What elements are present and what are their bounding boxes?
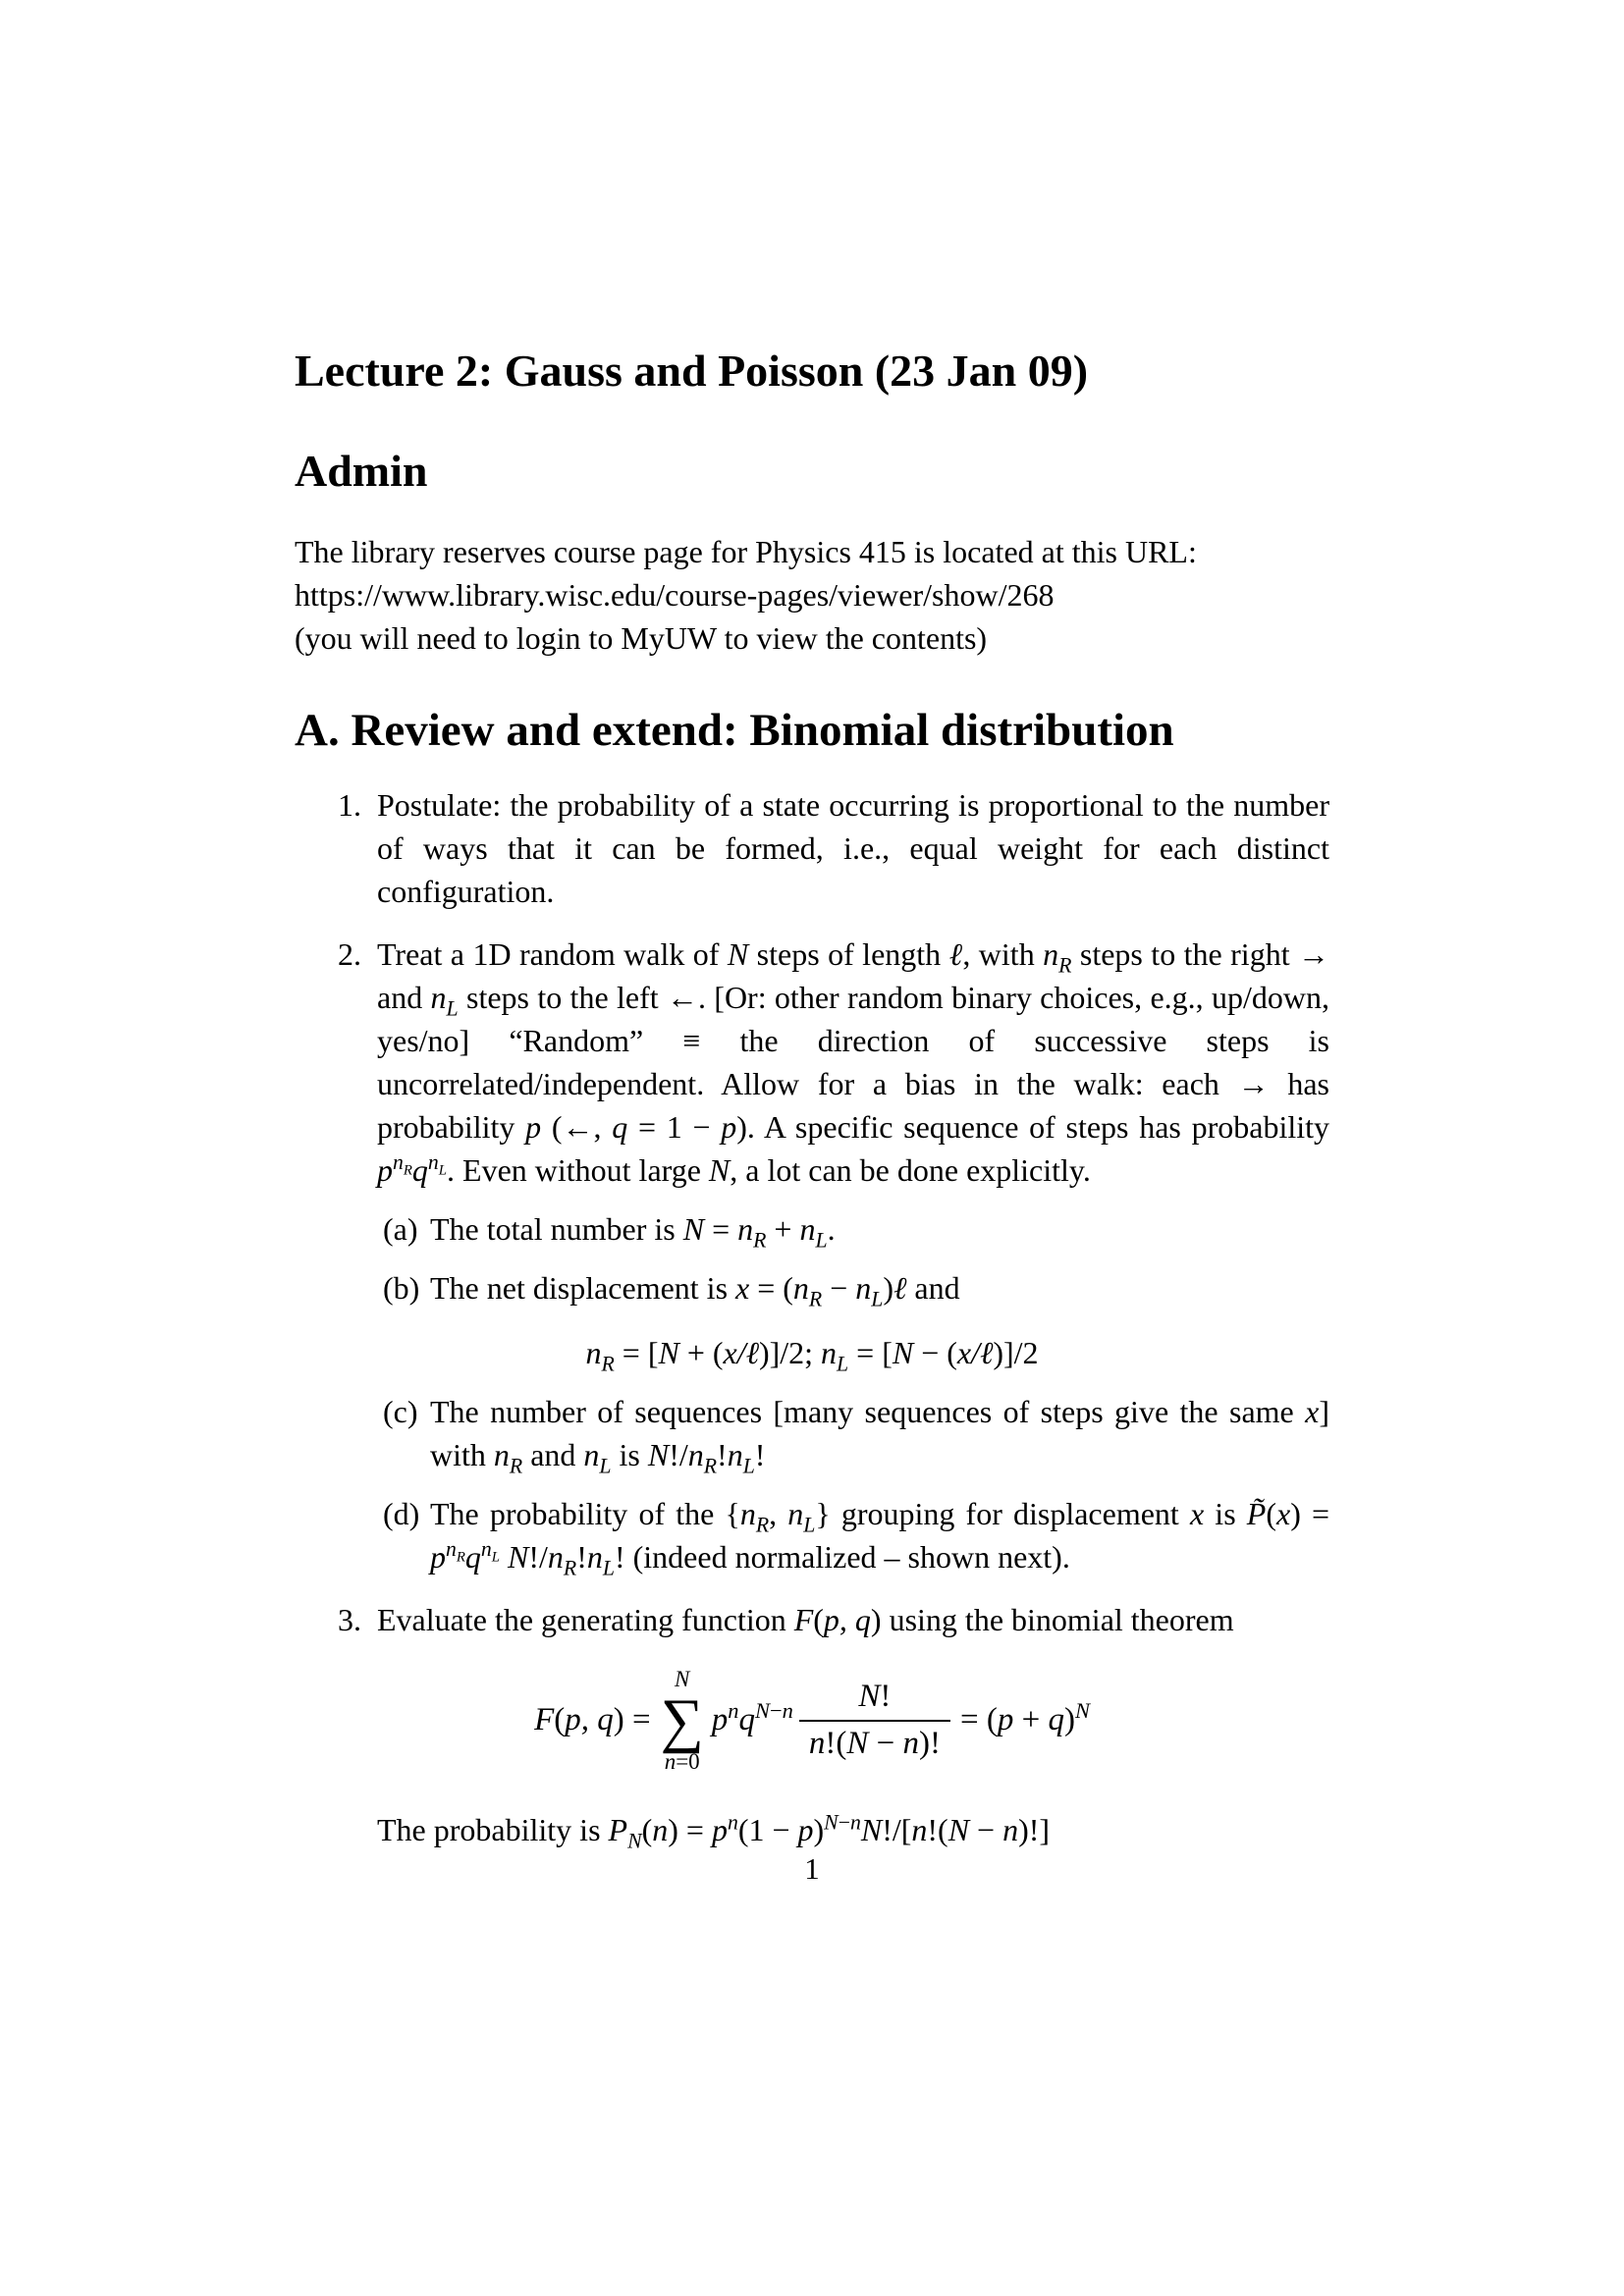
list-item-3 bbox=[295, 1598, 1329, 1641]
sub-list bbox=[295, 1207, 1329, 1578]
list-item-1 bbox=[295, 783, 1329, 913]
sub-item-a-label: (a) bbox=[383, 1211, 418, 1247]
list-item-1-text: Postulate: the probability of a state occurring is proportional to the number of ways that it can be formed, i.e., equal weight for each distinct configuration. bbox=[377, 787, 1329, 909]
list-item-3-text: Evaluate the generating function F(p, q) using the binomial theorem bbox=[377, 1602, 1234, 1637]
equation-nr-nl: $n_R = [N$ + (x/ℓ)]/2; $n_L = [N$ − (x/ℓ)]/2 bbox=[585, 1335, 1039, 1376]
sub-item-c bbox=[295, 1390, 1329, 1476]
sub-item-d bbox=[295, 1492, 1329, 1578]
sigma-icon: ∑ bbox=[660, 1687, 704, 1754]
binomial-list bbox=[295, 783, 1329, 1851]
lecture-title: Lecture 2: Gauss and Poisson (23 Jan 09) bbox=[295, 346, 1089, 396]
course-url: https://www.library.wisc.edu/course-pages/viewer/show/268 bbox=[295, 577, 1055, 613]
sub-item-b-text: The net displacement is $x = (n_R$ − $n_L)\ell$ and bbox=[430, 1270, 960, 1311]
equation-generating-function bbox=[295, 1667, 1329, 1775]
sub-item-d-text: The probability of the {$n_R$, $n_L$} grouping for displacement x is P̃(x) = $p^{n_R}q^{n_L}$ $N!/n_R!n_L$! (indeed normalized – shown next). bbox=[430, 1496, 1330, 1580]
list-item-2-text: Treat a 1D random walk of N steps of length ℓ, with $n_R$ steps to the right → and $n_L$ steps to the left ←. [Or: other random binary choices, e.g., up/down, yes/no] “Random” ≡ the direction of successive steps is uncorrelated/independent. Allow for a bias in the walk: each → has probability p (←, q = 1 − p). A specific sequence of steps has probability $p^{n_R}q^{n_L}$. Even without large N, a lot can be done explicitly. bbox=[377, 936, 1330, 1188]
equation-coefficient: $p^nq^{N-n}$ bbox=[711, 1698, 793, 1738]
sub-item-c-text: The number of sequences [many sequences of steps give the same x] with $n_R$ and $n_L$ is $N!/n_R!n_L$! bbox=[430, 1394, 1329, 1478]
text-block bbox=[295, 0, 1329, 2296]
admin-note-line: (you will need to login to MyUW to view the contents) bbox=[295, 620, 988, 656]
admin-paragraph bbox=[295, 530, 1329, 660]
sum-symbol bbox=[661, 1667, 704, 1775]
sub-item-b bbox=[295, 1266, 1329, 1309]
fraction bbox=[799, 1678, 950, 1763]
sub-item-a bbox=[295, 1207, 1329, 1251]
list-item-1-label: 1. bbox=[338, 787, 361, 823]
sub-item-b-label: (b) bbox=[383, 1270, 420, 1306]
section-a-heading: A. Review and extend: Binomial distribution bbox=[295, 705, 1174, 756]
sub-item-a-text: The total number is $N = n_R + n_L$. bbox=[430, 1211, 836, 1253]
sum-upper-limit: N bbox=[675, 1667, 690, 1691]
sum-lower-limit: n=0 bbox=[664, 1749, 700, 1774]
list-item-3-label: 3. bbox=[338, 1602, 361, 1637]
sub-item-c-label: (c) bbox=[383, 1394, 418, 1429]
page-number: 1 bbox=[804, 1851, 820, 1886]
equation-rhs: = $(p + q)^N$ bbox=[959, 1698, 1090, 1738]
admin-text-line: The library reserves course page for Physics 415 is located at this URL: bbox=[295, 534, 1197, 569]
list-item-2-label: 2. bbox=[338, 936, 361, 972]
equation-lhs: F(p, q) = bbox=[534, 1702, 651, 1738]
sub-item-d-label: (d) bbox=[383, 1496, 420, 1531]
probability-line: The probability is $P_N(n) = p^n(1 - p)^{N-n}N!/[n!(N - n)!]$ bbox=[377, 1810, 1051, 1853]
fraction-denominator: n!(N − n)! bbox=[799, 1720, 950, 1764]
list-item-2 bbox=[295, 933, 1329, 1192]
admin-heading: Admin bbox=[295, 446, 428, 496]
fraction-numerator: N! bbox=[858, 1679, 892, 1715]
